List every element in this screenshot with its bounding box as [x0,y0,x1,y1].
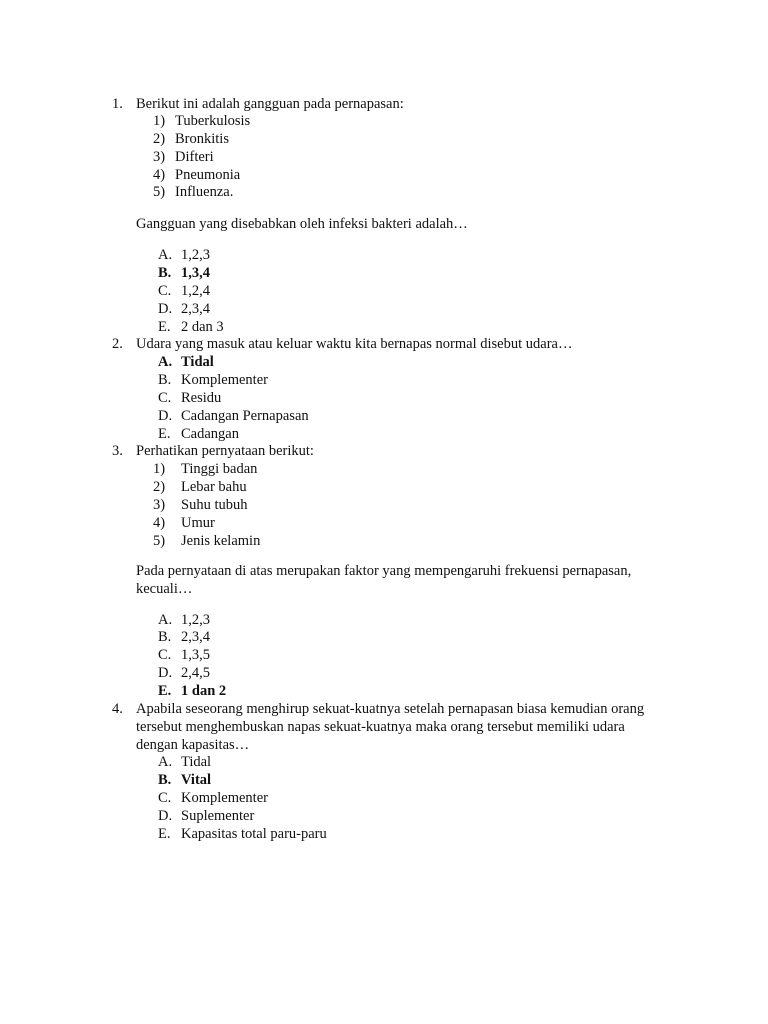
answer-option-letter: D. [158,408,173,424]
statement-number: 1) [153,461,166,477]
statement-text: Bronkitis [175,131,229,147]
statement-text: Jenis kelamin [181,533,261,549]
question-prompt: Gangguan yang disebabkan oleh infeksi bakteri adalah… [136,216,468,232]
statement-number: 5) [153,184,166,200]
statement-text: Tuberkulosis [175,113,251,129]
answer-option-letter: C. [158,647,172,663]
answer-option: 1,3,5 [181,647,210,663]
answer-option-letter: E. [158,319,171,335]
question-text: tersebut menghembuskan napas sekuat-kuatnya maka orang tersebut memiliki udara [136,718,625,735]
answer-option: Suplementer [181,808,255,824]
question-text: Udara yang masuk atau keluar waktu kita bernapas normal disebut udara… [136,336,573,352]
answer-option-letter: D. [158,808,173,824]
question-number: 1. [112,96,123,112]
answer-option: Komplementer [181,790,268,806]
question-number: 2. [112,336,123,352]
statement-text: Suhu tubuh [181,497,248,513]
answer-option: 2,4,5 [181,665,210,681]
question-prompt: kecuali… [136,581,193,597]
answer-option: Komplementer [181,372,268,388]
answer-option-correct: 1,3,4 [181,265,210,281]
statement-number: 5) [153,533,166,549]
question-text: Berikut ini adalah gangguan pada pernapasan: [136,96,404,112]
answer-option-correct: Vital [181,772,212,788]
statement-number: 2) [153,479,166,495]
answer-option-letter: E. [158,826,171,842]
statement-number: 1) [153,113,166,129]
question-prompt: Pada pernyataan di atas merupakan faktor yang mempengaruhi frekuensi pernapasan, [136,563,632,579]
answer-option-letter-correct: B. [158,772,172,788]
answer-option-letter: D. [158,301,173,317]
statement-text: Influenza. [175,184,234,200]
question-text: Perhatikan pernyataan berikut: [136,443,314,459]
answer-option-letter-correct: B. [158,265,172,281]
answer-option: 1,2,3 [181,247,210,263]
statement-text: Umur [181,515,215,531]
answer-option-correct: 1 dan 2 [181,683,227,699]
answer-option: Cadangan Pernapasan [181,408,309,424]
statement-text: Difteri [175,149,214,165]
answer-option: 2 dan 3 [181,319,224,335]
answer-option: 1,2,3 [181,612,210,628]
statement-number: 2) [153,131,166,147]
answer-option-letter: A. [158,612,173,628]
answer-option-correct: Tidal [181,354,214,370]
answer-option-letter: B. [158,629,172,645]
answer-option-letter: B. [158,372,172,388]
question-text: Apabila seseorang menghirup sekuat-kuatnya setelah pernapasan biasa kemudian orang [136,701,645,717]
answer-option: 2,3,4 [181,301,210,317]
statement-number: 3) [153,497,166,513]
answer-option-letter: C. [158,390,172,406]
answer-option: Tidal [181,754,212,770]
question-number: 4. [112,701,123,717]
statement-number: 4) [153,167,166,183]
answer-option-letter: A. [158,754,173,770]
answer-option-letter-correct: E. [158,683,172,699]
answer-option-letter: C. [158,283,172,299]
answer-option: 1,2,4 [181,283,210,299]
statement-text: Pneumonia [175,167,241,183]
answer-option: Cadangan [181,426,239,442]
answer-option: Kapasitas total paru-paru [181,826,327,842]
statement-text: Lebar bahu [181,479,247,495]
answer-option: Residu [181,390,222,406]
statement-number: 3) [153,149,166,165]
answer-option-letter-correct: A. [158,354,173,370]
answer-option-letter: A. [158,247,173,263]
answer-option: 2,3,4 [181,629,210,645]
answer-option-letter: C. [158,790,172,806]
statement-number: 4) [153,515,166,531]
answer-option-letter: D. [158,665,173,681]
statement-text: Tinggi badan [181,461,258,477]
answer-option-letter: E. [158,426,171,442]
question-text: dengan kapasitas… [136,736,250,753]
question-number: 3. [112,443,123,459]
